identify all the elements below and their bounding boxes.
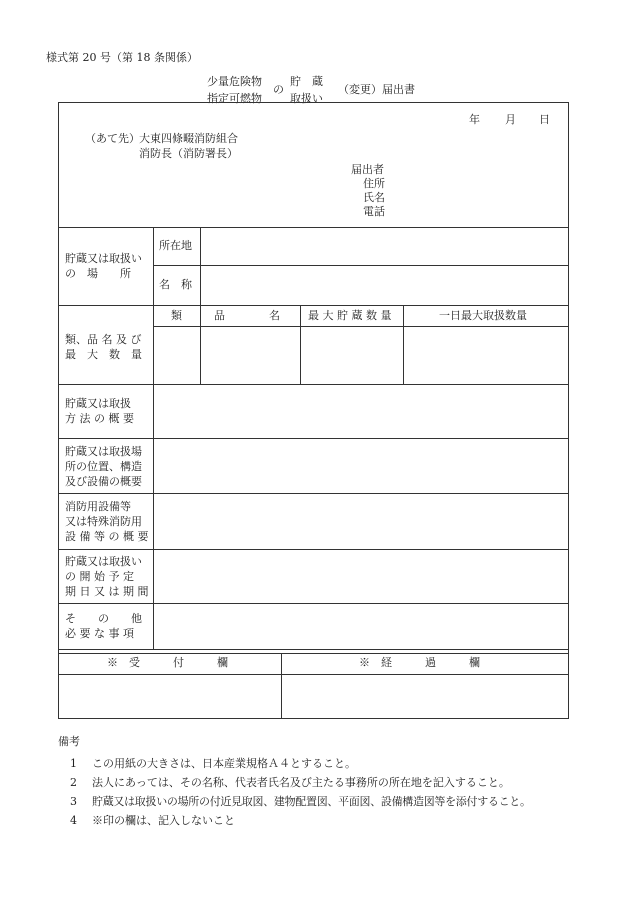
start-date-field[interactable] bbox=[154, 550, 567, 602]
fire-label-2: 又は特殊消防用 bbox=[65, 515, 142, 528]
start-label-3: 期 日 又 は 期 間 bbox=[65, 585, 149, 598]
start-label-1: 貯蔵又は取扱い bbox=[65, 555, 142, 568]
method-label-1: 貯蔵又は取扱 bbox=[65, 397, 131, 410]
date-year: 年 bbox=[469, 113, 480, 126]
phone-label: 電話 bbox=[363, 205, 385, 218]
title-mid-2: 取扱い bbox=[290, 92, 323, 105]
col-daily-max-header: 一日最大取扱数量 bbox=[439, 309, 527, 322]
max-storage-field[interactable] bbox=[301, 327, 402, 383]
title-left-1: 少量危険物 bbox=[207, 75, 262, 88]
page-title: （変更）届出書 bbox=[338, 83, 415, 96]
notifier-label: 届出者 bbox=[351, 163, 384, 176]
start-label-2: の 開 始 予 定 bbox=[65, 570, 134, 583]
note-number: 1 bbox=[70, 757, 77, 770]
item-field[interactable] bbox=[201, 327, 299, 383]
addressee-title: 消防長（消防署長） bbox=[139, 147, 238, 160]
category-label-1: 類、品 名 及 び bbox=[65, 333, 142, 346]
notification-form bbox=[58, 102, 569, 719]
notes-item bbox=[70, 793, 531, 809]
title-no: の bbox=[273, 83, 284, 96]
facility-name-field[interactable] bbox=[201, 266, 567, 304]
title-left-2: 指定可燃物 bbox=[207, 92, 262, 105]
facility-name-label: 名 称 bbox=[159, 278, 192, 291]
facility-field[interactable] bbox=[154, 439, 567, 492]
title-mid-1: 貯 蔵 bbox=[290, 75, 323, 88]
fire-label-3: 設 備 等 の 概 要 bbox=[65, 530, 149, 543]
location-label: 所在地 bbox=[159, 239, 192, 252]
notes-item bbox=[70, 812, 235, 828]
addressee-org: 大東四條畷消防組合 bbox=[139, 132, 238, 145]
note-text: 貯蔵又は取扱いの場所の付近見取図、建物配置図、平面図、設備構造図等を添付すること。 bbox=[92, 795, 531, 808]
other-label-1: そ の 他 bbox=[65, 612, 142, 625]
date-month: 月 bbox=[505, 113, 516, 126]
col-max-storage-header: 最 大 貯 蔵 数 量 bbox=[308, 309, 392, 322]
col-item-header: 品 名 bbox=[214, 309, 280, 322]
notes-item bbox=[70, 774, 510, 790]
note-number: 4 bbox=[70, 814, 77, 827]
notes-heading: 備考 bbox=[58, 735, 80, 748]
form-number: 様式第 20 号（第 18 条関係） bbox=[46, 51, 198, 64]
method-label-2: 方 法 の 概 要 bbox=[65, 412, 134, 425]
type-field[interactable] bbox=[154, 327, 199, 383]
address-label: 住所 bbox=[363, 177, 385, 190]
other-field[interactable] bbox=[154, 604, 567, 648]
note-text: ※印の欄は、記入しないこと bbox=[92, 814, 235, 827]
note-number: 3 bbox=[70, 795, 77, 808]
addressee-prefix: （あて先） bbox=[85, 132, 140, 145]
note-text: この用紙の大きさは、日本産業規格Ａ４とすること。 bbox=[92, 757, 356, 770]
location-field[interactable] bbox=[201, 228, 567, 264]
notes-item bbox=[70, 755, 356, 771]
place-label-1: 貯蔵又は取扱い bbox=[65, 252, 142, 265]
method-field[interactable] bbox=[154, 385, 567, 437]
progress-header: ※ 経 過 欄 bbox=[359, 656, 480, 669]
category-label-2: 最 大 数 量 bbox=[65, 348, 142, 361]
note-text: 法人にあっては、その名称、代表者氏名及び主たる事務所の所在地を記入すること。 bbox=[92, 776, 510, 789]
daily-max-field[interactable] bbox=[404, 327, 567, 383]
reception-header: ※ 受 付 欄 bbox=[107, 656, 228, 669]
facility-label-3: 及び設備の概要 bbox=[65, 475, 142, 488]
fire-label-1: 消防用設備等 bbox=[65, 500, 131, 513]
date-day: 日 bbox=[539, 113, 550, 126]
fire-equipment-field[interactable] bbox=[154, 494, 567, 548]
place-label-2: の 場 所 bbox=[65, 267, 131, 280]
facility-label-1: 貯蔵又は取扱場 bbox=[65, 445, 142, 458]
facility-label-2: 所の位置、構造 bbox=[65, 460, 142, 473]
name-label: 氏名 bbox=[363, 191, 385, 204]
col-type-header: 類 bbox=[171, 309, 182, 322]
other-label-2: 必 要 な 事 項 bbox=[65, 627, 134, 640]
note-number: 2 bbox=[70, 776, 77, 789]
